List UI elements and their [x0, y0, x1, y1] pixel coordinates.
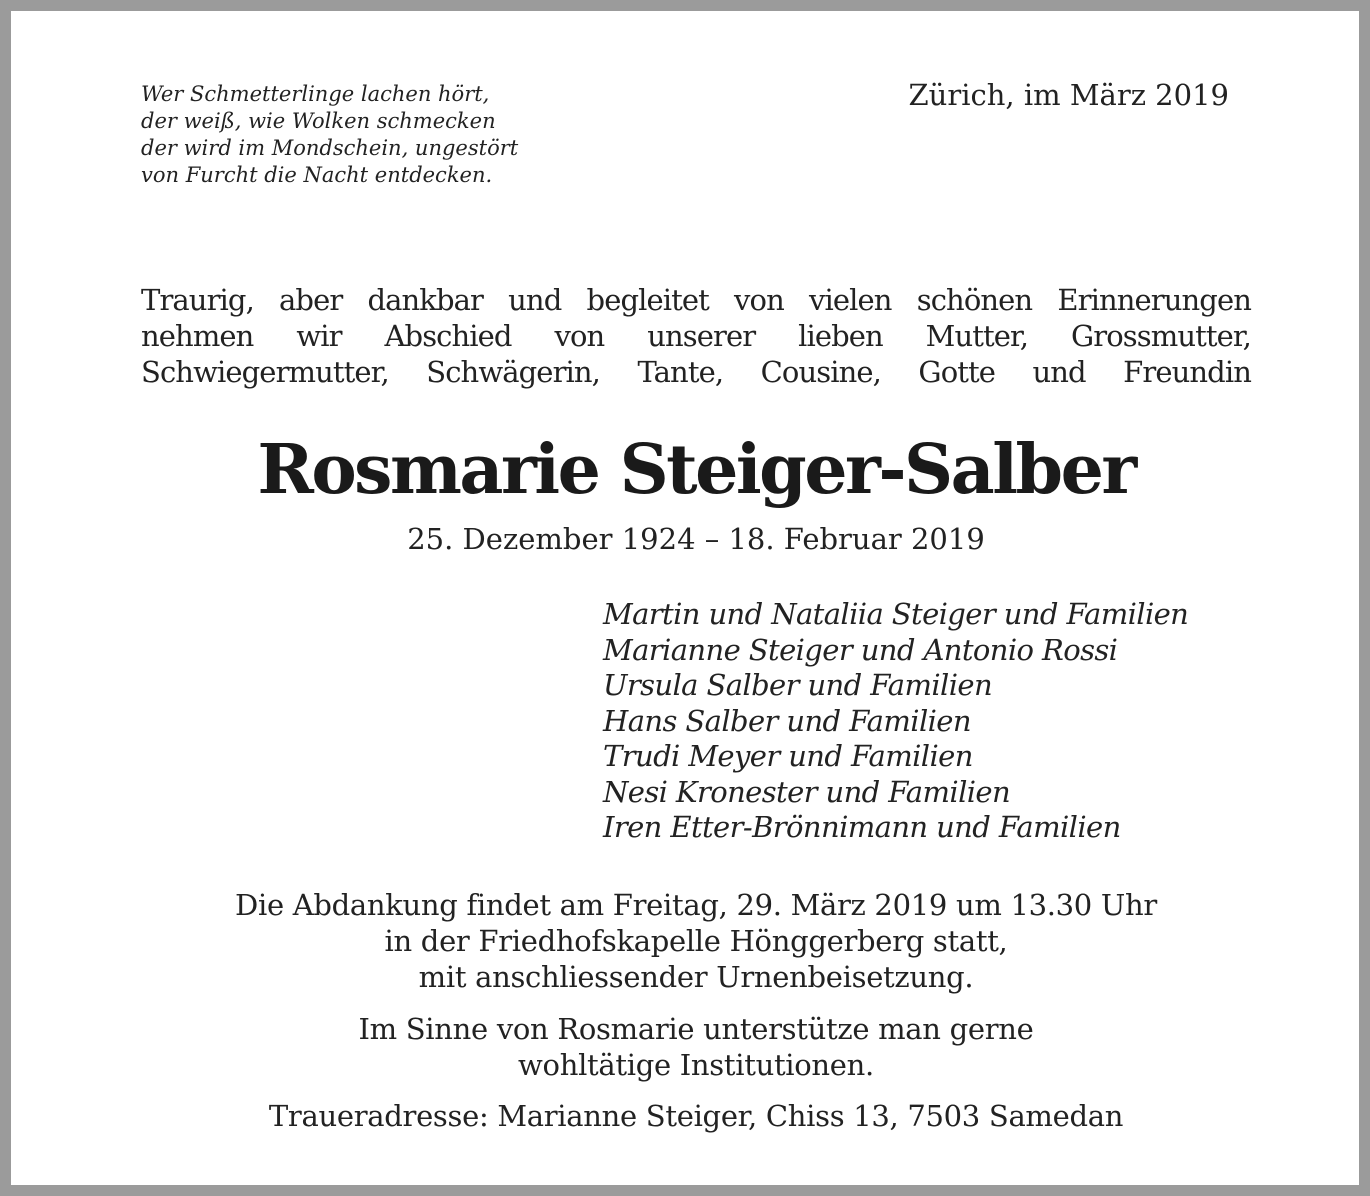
donation-line: wohltätige Institutionen. [518, 1048, 874, 1082]
poem-line: Wer Schmetterlinge lachen hört, [141, 82, 490, 106]
intro-text [141, 282, 1251, 390]
intro-line: nehmen wir Abschied von unserer lieben Mutter, Grossmutter, [141, 319, 1251, 353]
donation-note [11, 1011, 1370, 1083]
mourning-address [11, 1098, 1370, 1134]
mourner-entry: Hans Salber und Familien [603, 703, 971, 738]
mourner-entry: Ursula Salber und Familien [603, 668, 993, 702]
intro-line: Schwiegermutter, Schwägerin, Tante, Cousine, Gotte und Freundin [141, 355, 1251, 389]
mourner-entry: Martin und Nataliia Steiger und Familien [603, 597, 1189, 631]
poem-line: der weiß, wie Wolken schmecken [141, 109, 496, 133]
life-dates: 25. Dezember 1924 – 18. Februar 2019 [407, 522, 985, 556]
ceremony-info [11, 887, 1370, 995]
ceremony-line: Die Abdankung findet am Freitag, 29. März 2019 um 13.30 Uhr [235, 888, 1157, 922]
deceased-name: Rosmarie Steiger-Salber [257, 430, 1135, 510]
poem [141, 81, 701, 189]
mourner-entry: Marianne Steiger und Antonio Rossi [603, 632, 1118, 667]
poem-line: von Furcht die Nacht entdecken. [141, 163, 493, 187]
donation-line: Im Sinne von Rosmarie unterstütze man gerne [358, 1012, 1034, 1046]
ceremony-line: in der Friedhofskapelle Hönggerberg statt, [384, 924, 1008, 958]
poem-line: der wird im Mondschein, ungestört [141, 136, 519, 160]
ceremony-line: mit anschliessender Urnenbeisetzung. [418, 960, 974, 994]
place-date: Zürich, im März 2019 [908, 78, 1229, 112]
mourner-entry: Nesi Kronester und Familien [603, 774, 1011, 809]
mourners-list [603, 597, 1263, 846]
intro-line: Traurig, aber dankbar und begleitet von vielen schönen Erinnerungen [141, 283, 1251, 317]
address-line: Traueradresse: Marianne Steiger, Chiss 13, 7503 Samedan [268, 1099, 1124, 1133]
mourner-entry: Iren Etter-Brönnimann und Familien [603, 810, 1121, 844]
mourner-entry: Trudi Meyer und Familien [603, 739, 973, 773]
